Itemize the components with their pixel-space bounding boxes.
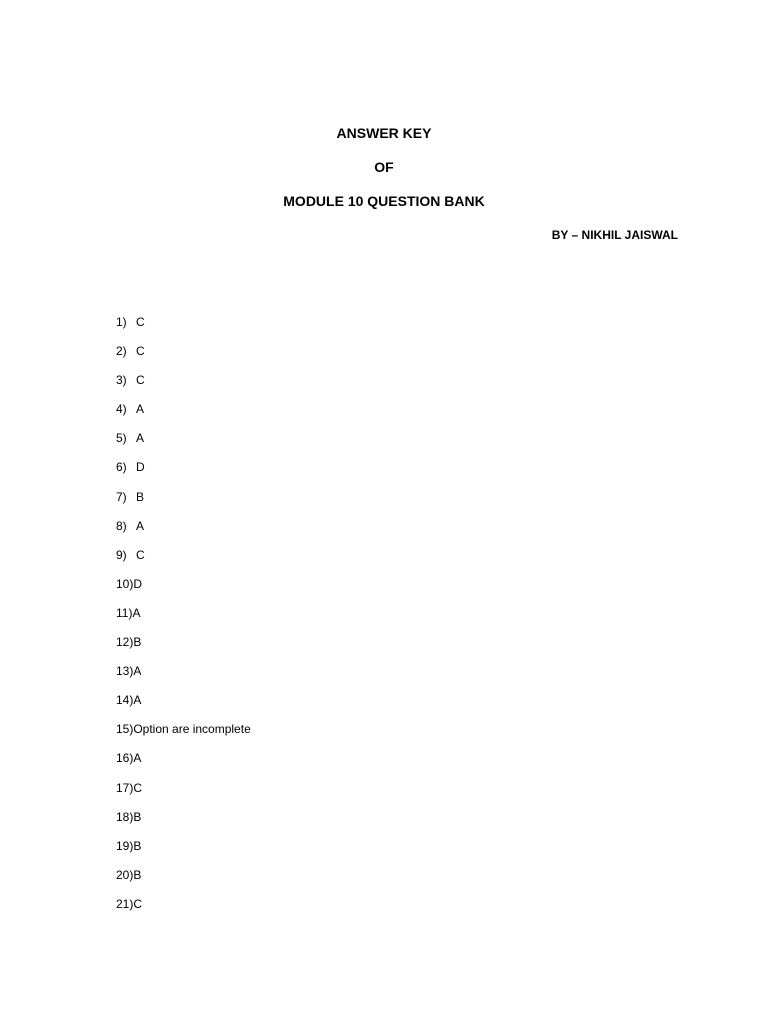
answer-number: 18) — [116, 809, 134, 824]
answer-number: 21) — [116, 896, 134, 911]
answer-list — [116, 314, 251, 925]
answer-item — [116, 547, 251, 576]
answer-value: A — [133, 693, 142, 708]
answer-number: 14) — [116, 693, 134, 708]
answer-item — [116, 867, 251, 896]
document-title-connector: OF — [374, 159, 394, 175]
answer-value: A — [133, 751, 142, 766]
answer-item — [116, 896, 251, 925]
answer-value: D — [133, 576, 143, 591]
answer-number: 12) — [116, 635, 134, 650]
answer-item — [116, 663, 251, 692]
answer-item — [116, 605, 251, 634]
answer-value: C — [133, 896, 143, 911]
answer-item — [116, 343, 251, 372]
answer-number: 16) — [116, 751, 134, 766]
answer-number: 15) — [116, 722, 134, 737]
answer-item — [116, 518, 251, 547]
answer-number: 19) — [116, 838, 134, 853]
answer-value: B — [133, 867, 142, 882]
answer-item — [116, 634, 251, 663]
answer-item — [116, 780, 251, 809]
answer-number: 13) — [116, 664, 134, 679]
answer-value: C — [133, 780, 143, 795]
answer-number: 5) — [116, 431, 127, 446]
answer-number: 17) — [116, 780, 134, 795]
answer-number: 4) — [116, 402, 127, 417]
answer-item — [116, 809, 251, 838]
answer-number: 6) — [116, 460, 127, 475]
answer-item — [116, 314, 251, 343]
answer-number: 8) — [116, 518, 127, 533]
answer-value: A — [136, 431, 145, 446]
answer-value: A — [136, 402, 145, 417]
answer-item — [116, 750, 251, 779]
answer-item — [116, 459, 251, 488]
answer-value: Option are incomplete — [133, 722, 251, 737]
answer-value: C — [136, 547, 145, 562]
answer-value: A — [136, 518, 145, 533]
answer-value: A — [133, 664, 142, 679]
answer-value: B — [133, 838, 142, 853]
answer-value: B — [133, 809, 142, 824]
answer-number: 20) — [116, 867, 134, 882]
document-subtitle: MODULE 10 QUESTION BANK — [283, 193, 485, 209]
answer-value: B — [136, 489, 145, 504]
author-line: BY – NIKHIL JAISWAL — [551, 228, 678, 242]
answer-item — [116, 401, 251, 430]
answer-item — [116, 430, 251, 459]
answer-value: C — [136, 315, 145, 329]
answer-number: 3) — [116, 373, 127, 388]
answer-number: 2) — [116, 344, 127, 359]
answer-value: B — [133, 635, 142, 650]
answer-item — [116, 692, 251, 721]
answer-item — [116, 489, 251, 518]
answer-number: 7) — [116, 489, 127, 504]
answer-value: D — [136, 460, 145, 475]
answer-value: A — [132, 605, 141, 620]
answer-number: 10) — [116, 576, 134, 591]
answer-number: 9) — [116, 547, 127, 562]
answer-value: C — [136, 373, 145, 388]
answer-item — [116, 576, 251, 605]
answer-item — [116, 372, 251, 401]
document-title: ANSWER KEY — [336, 125, 432, 141]
answer-item — [116, 721, 251, 750]
answer-value: C — [136, 344, 145, 359]
answer-number: 11) — [116, 605, 133, 620]
answer-number: 1) — [116, 315, 127, 329]
answer-item — [116, 838, 251, 867]
